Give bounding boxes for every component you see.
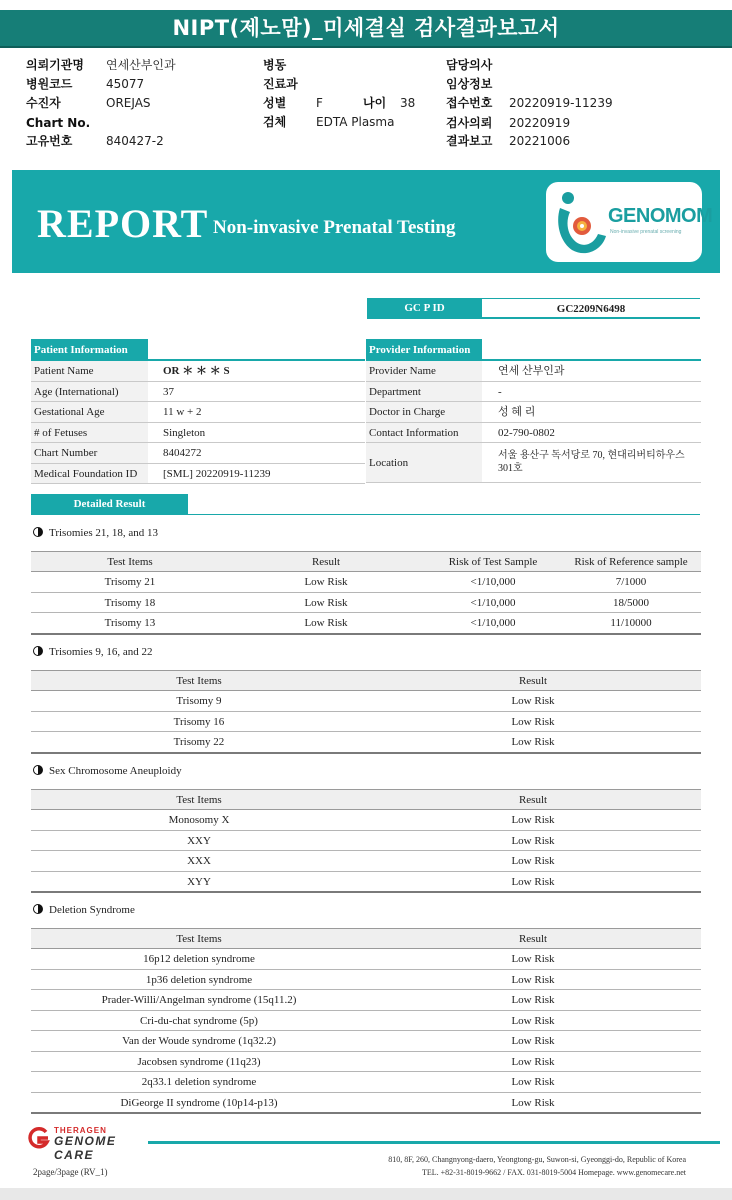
info-value: 8404272 xyxy=(163,447,202,459)
test-item-cell: Monosomy X xyxy=(168,814,230,826)
test-item-cell: Trisomy 21 xyxy=(104,576,156,588)
gcp-id-label: GC P ID xyxy=(367,298,482,319)
table-header-row xyxy=(31,789,701,810)
result-cell: Low Risk xyxy=(304,596,348,609)
header-value: 840427-2 xyxy=(106,134,164,148)
detailed-result-line xyxy=(188,514,700,515)
result-cell: Low Risk xyxy=(511,814,555,826)
column-header: Test Items xyxy=(176,794,222,806)
info-row xyxy=(31,402,365,423)
info-key: Patient Name xyxy=(31,361,148,381)
theragen-logo-icon xyxy=(26,1127,50,1149)
table-row xyxy=(31,712,701,733)
header-value: 45077 xyxy=(106,77,145,91)
page-bottom-strip xyxy=(0,1188,732,1200)
info-value: [SML] 20220919-11239 xyxy=(163,467,271,480)
table-row xyxy=(31,1011,701,1032)
info-key: # of Fetuses xyxy=(31,423,148,443)
logo-wordmark: GENOMOM xyxy=(608,205,713,227)
result-cell: 7/1000 xyxy=(615,576,647,588)
info-value: 11 w + 2 xyxy=(163,406,202,418)
footer-address: 810, 8F, 260, Changnyong-daero, Yeongtong-gu, Suwon-si, Gyeonggi-do, Republic of Korea xyxy=(388,1155,686,1164)
genomom-logo-icon xyxy=(554,188,610,258)
table-row xyxy=(31,613,701,634)
column-header: Test Items xyxy=(107,556,153,568)
test-item-cell: 16p12 deletion syndrome xyxy=(143,953,255,965)
result-cell: Low Risk xyxy=(511,875,555,888)
result-cell: Low Risk xyxy=(511,695,555,707)
table-row xyxy=(31,990,701,1011)
genomom-logo xyxy=(546,182,713,262)
detailed-result-heading: Detailed Result xyxy=(31,494,188,515)
result-cell: Low Risk xyxy=(511,736,555,748)
half-circle-icon xyxy=(33,904,43,914)
info-key: Chart Number xyxy=(31,443,148,463)
header-label: 접수번호 xyxy=(446,96,493,110)
info-key: Gestational Age xyxy=(31,402,148,422)
test-item-cell: Trisomy 18 xyxy=(104,596,156,609)
result-cell: Low Risk xyxy=(511,973,555,986)
table-header-row xyxy=(31,928,701,949)
section-sex-chromosome xyxy=(33,765,182,777)
section-trisomies-21-18-13 xyxy=(33,527,158,539)
page-number: 2page/3page (RV_1) xyxy=(33,1167,108,1177)
info-value: 37 xyxy=(163,385,174,398)
result-cell: Low Risk xyxy=(511,953,555,965)
header-label: 담당의사 xyxy=(446,58,493,72)
table-row xyxy=(31,732,701,753)
test-item-cell: XXY xyxy=(187,834,211,847)
info-key: Department xyxy=(366,382,482,402)
header-value: 20221006 xyxy=(509,134,571,148)
table-header-row xyxy=(31,551,701,572)
info-row xyxy=(366,423,701,444)
table-row xyxy=(31,851,701,872)
result-cell: Low Risk xyxy=(304,617,348,629)
column-header: Result xyxy=(518,933,548,945)
table-bottom-rule xyxy=(31,752,701,754)
header-label-age: 나이 xyxy=(363,96,387,110)
header-label: 결과보고 xyxy=(446,134,493,148)
header-value: OREJAS xyxy=(106,96,151,110)
header-label: 성별 xyxy=(263,96,287,110)
test-item-cell: Trisomy 16 xyxy=(173,715,225,728)
table-row xyxy=(31,572,701,593)
logo-theragen-text: THERAGEN xyxy=(54,1126,107,1135)
header-label: 검사의뢰 xyxy=(446,116,493,130)
table-row xyxy=(31,1093,701,1114)
section-title: Trisomies 9, 16, and 22 xyxy=(49,646,153,658)
header-value: F xyxy=(316,96,323,110)
banner-title: REPORT xyxy=(37,201,209,246)
section-trisomies-9-16-22 xyxy=(33,646,153,658)
table-row xyxy=(31,949,701,970)
table-row xyxy=(31,872,701,893)
column-header: Test Items xyxy=(176,933,222,945)
column-header: Risk of Test Sample xyxy=(448,556,538,568)
table-row xyxy=(31,691,701,712)
info-row xyxy=(366,361,701,382)
test-item-cell: Trisomy 22 xyxy=(173,736,225,748)
column-header: Test Items xyxy=(176,675,222,687)
info-value: 성 혜 리 xyxy=(498,406,536,418)
info-key: Age (International) xyxy=(31,382,148,402)
result-cell: Low Risk xyxy=(511,1035,555,1047)
info-key: Doctor in Charge xyxy=(366,402,482,422)
table-row xyxy=(31,831,701,852)
half-circle-icon xyxy=(33,765,43,775)
result-cell: Low Risk xyxy=(511,855,555,867)
result-cell: Low Risk xyxy=(511,1014,555,1027)
test-item-cell: 1p36 deletion syndrome xyxy=(145,973,253,986)
info-value: - xyxy=(498,385,502,398)
result-cell: Low Risk xyxy=(511,1096,555,1109)
test-item-cell: DiGeorge II syndrome (10p14-p13) xyxy=(120,1096,278,1109)
header-label: 의뢰기관명 xyxy=(26,58,84,72)
info-value: 02-790-0802 xyxy=(498,426,555,439)
section-title: Deletion Syndrome xyxy=(49,904,135,916)
info-key: Provider Name xyxy=(366,361,482,381)
column-header: Result xyxy=(518,794,548,806)
column-header: Risk of Reference sample xyxy=(574,556,688,568)
logo-tagline: Non-invasive prenatal screening xyxy=(610,229,682,235)
table-row xyxy=(31,1031,701,1052)
info-value: OR ＊ ＊ ＊ S xyxy=(163,365,230,377)
header-value-age: 38 xyxy=(400,96,416,110)
gcp-id-value: GC2209N6498 xyxy=(482,298,700,319)
header-label: 병동 xyxy=(263,58,287,72)
column-header: Result xyxy=(518,675,548,687)
report-title: NIPT(제노맘)_미세결실 검사결과보고서 xyxy=(0,10,732,46)
info-key: Medical Foundation ID xyxy=(31,464,148,484)
info-key: Location xyxy=(366,443,482,482)
footer-bar xyxy=(148,1141,720,1144)
result-cell: Low Risk xyxy=(304,576,348,588)
test-item-cell: Van der Woude syndrome (1q32.2) xyxy=(122,1035,276,1047)
result-cell: <1/10,000 xyxy=(470,576,516,588)
table-bottom-rule xyxy=(31,891,701,893)
logo-genomecare-text: GENOME CARE xyxy=(54,1134,117,1162)
test-item-cell: Trisomy 13 xyxy=(104,617,156,629)
section-title: Sex Chromosome Aneuploidy xyxy=(49,765,182,777)
half-circle-icon xyxy=(33,646,43,656)
info-row xyxy=(31,361,365,382)
table-row xyxy=(31,970,701,991)
table-row xyxy=(31,810,701,831)
result-cell: Low Risk xyxy=(511,715,555,728)
result-cell: Low Risk xyxy=(511,834,555,847)
result-cell: 18/5000 xyxy=(612,596,650,609)
test-item-cell: Trisomy 9 xyxy=(176,695,222,707)
header-label: 수진자 xyxy=(26,96,61,110)
info-row xyxy=(366,402,701,423)
column-header: Result xyxy=(311,556,341,568)
report-banner xyxy=(12,170,720,273)
section-deletion-syndrome xyxy=(33,904,135,916)
table-row xyxy=(31,1052,701,1073)
title-divider xyxy=(0,46,732,48)
info-row xyxy=(366,443,701,483)
table-row xyxy=(31,1072,701,1093)
table-bottom-rule xyxy=(31,633,701,635)
result-cell: Low Risk xyxy=(511,1055,555,1068)
result-cell: Low Risk xyxy=(511,994,555,1006)
provider-info-heading: Provider Information xyxy=(366,339,482,361)
banner-subtitle: Non-invasive Prenatal Testing xyxy=(213,217,456,238)
header-value: EDTA Plasma xyxy=(316,115,395,129)
info-row xyxy=(31,423,365,444)
table-header-row xyxy=(31,670,701,691)
result-cell: Low Risk xyxy=(511,1076,555,1088)
info-row xyxy=(366,382,701,403)
info-row xyxy=(31,443,365,464)
header-value: 20220919-11239 xyxy=(509,96,613,110)
header-label: Chart No. xyxy=(26,116,91,130)
result-cell: <1/10,000 xyxy=(470,617,516,629)
test-item-cell: Cri-du-chat syndrome (5p) xyxy=(140,1014,258,1027)
table-row xyxy=(31,593,701,614)
test-item-cell: XYY xyxy=(187,875,211,888)
info-row xyxy=(31,464,365,485)
info-value: Singleton xyxy=(163,426,206,439)
footer-contact: TEL. +82-31-8019-9662 / FAX. 031-8019-5004 Homepage. www.genomecare.net xyxy=(421,1168,686,1177)
test-item-cell: 2q33.1 deletion syndrome xyxy=(141,1076,257,1088)
test-item-cell: Jacobsen syndrome (11q23) xyxy=(137,1055,261,1068)
test-item-cell: Prader-Willi/Angelman syndrome (15q11.2) xyxy=(101,994,297,1006)
header-label: 고유번호 xyxy=(26,134,73,148)
table-bottom-rule xyxy=(31,1112,701,1114)
header-label: 진료과 xyxy=(263,77,298,91)
result-cell: 11/10000 xyxy=(610,617,652,629)
info-row xyxy=(31,382,365,403)
header-value: 연세산부인과 xyxy=(106,58,176,72)
half-circle-icon xyxy=(33,527,43,537)
section-title: Trisomies 21, 18, and 13 xyxy=(49,527,158,539)
info-value: 서울 용산구 독서당로 70, 현대리버티하우스 301호 xyxy=(498,450,685,474)
test-item-cell: XXX xyxy=(187,855,211,867)
result-cell: <1/10,000 xyxy=(470,596,516,609)
header-value: 20220919 xyxy=(509,116,571,130)
header-label: 병원코드 xyxy=(26,77,73,91)
info-value: 연세 산부인과 xyxy=(498,365,565,377)
patient-info-heading: Patient Information xyxy=(31,339,148,361)
info-key: Contact Information xyxy=(366,423,482,443)
header-label: 검체 xyxy=(263,115,287,129)
header-label: 임상정보 xyxy=(446,77,493,91)
